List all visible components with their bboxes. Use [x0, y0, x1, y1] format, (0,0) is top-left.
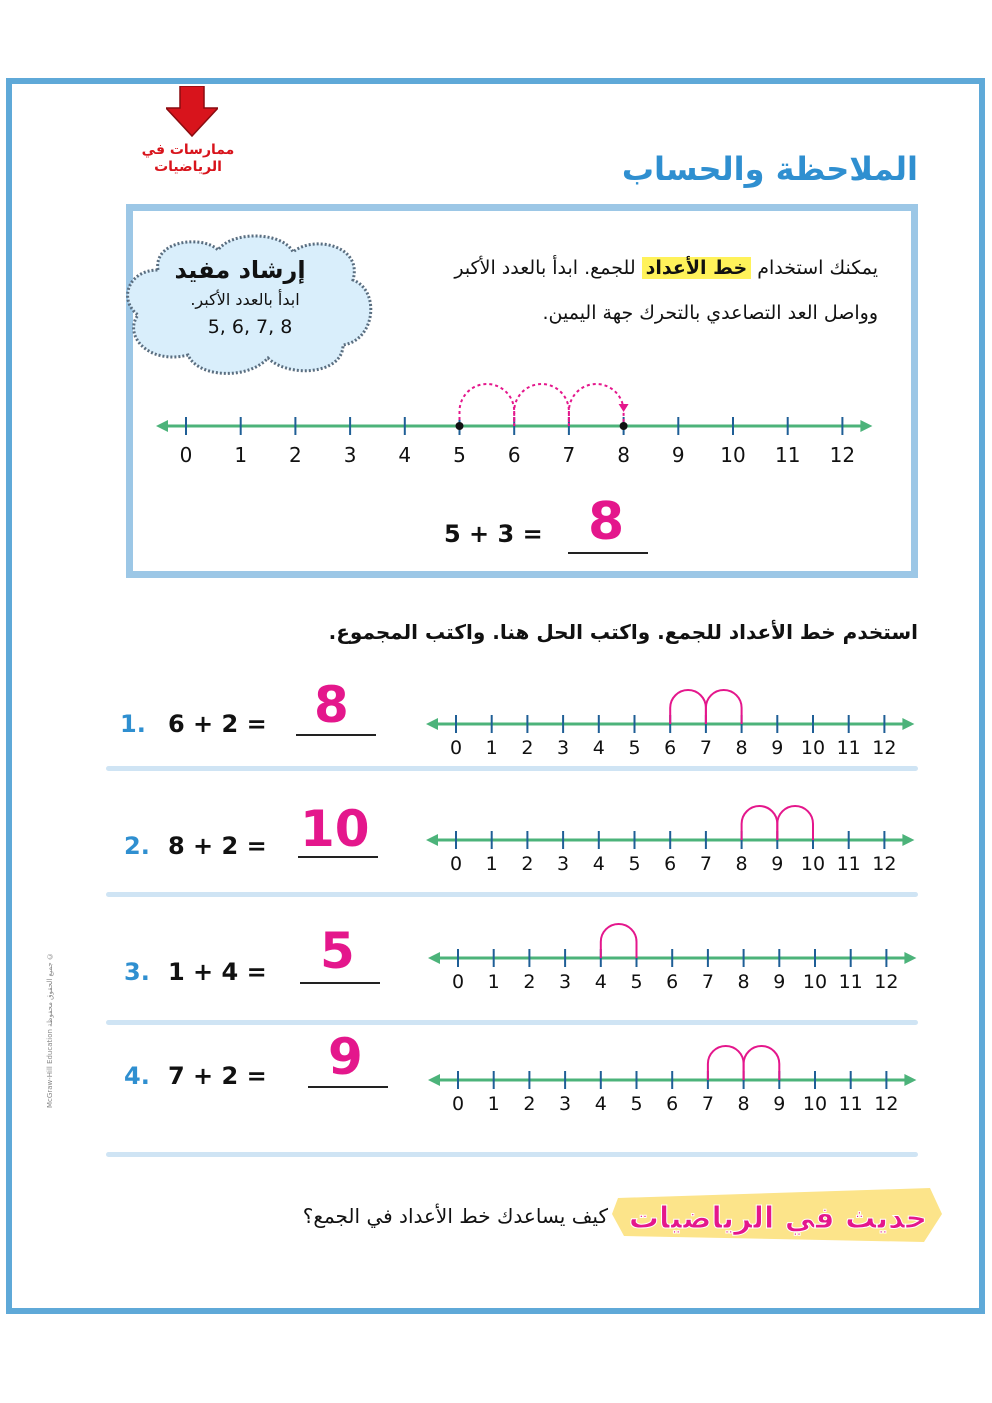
ex4-tick-label-10: 10	[802, 1093, 828, 1115]
example-answer: 8	[588, 492, 625, 552]
ex4-tick-label-8: 8	[737, 1093, 750, 1115]
exercise-2-answer-line	[298, 856, 378, 858]
separator-3	[106, 1020, 918, 1025]
main-tick-label-8: 8	[617, 443, 630, 467]
hint-numbers: 5, 6, 7, 8	[207, 316, 293, 338]
math-talk-question: كيف يساعدك خط الأعداد في الجمع؟	[302, 1204, 608, 1228]
exercise-2-number-line	[426, 796, 916, 886]
intro-text	[400, 246, 878, 336]
separator-1	[106, 766, 918, 771]
math-talk-label: حديث في الرياضيات	[628, 1201, 928, 1236]
exercise-1-equation: 6 + 2 =	[168, 710, 267, 738]
intro-highlight: خط الأعداد	[642, 257, 752, 279]
ex4-jump-1	[708, 1046, 744, 1080]
ex1-tick-label-7: 7	[699, 737, 712, 759]
hint-title: إرشاد مفيد	[174, 256, 306, 284]
separator-4	[106, 1152, 918, 1157]
main-jump-2	[514, 384, 569, 426]
ex2-tick-label-3: 3	[557, 853, 570, 875]
main-tick-label-6: 6	[507, 443, 521, 467]
ex3-right-arrow-icon	[904, 952, 916, 964]
exercise-2-equation: 8 + 2 =	[168, 832, 267, 860]
main-tick-label-12: 12	[829, 443, 856, 467]
ex3-tick-label-11: 11	[838, 971, 863, 993]
ex4-tick-label-3: 3	[559, 1093, 572, 1115]
ex1-tick-label-8: 8	[735, 737, 748, 759]
example-answer-line	[568, 552, 648, 554]
main-end-dot	[620, 422, 628, 430]
ex3-tick-label-6: 6	[666, 971, 679, 993]
exercise-4-number: 4.	[124, 1062, 150, 1090]
ex3-left-arrow-icon	[428, 952, 440, 964]
ex4-right-arrow-icon	[904, 1074, 916, 1086]
instruction-text: استخدم خط الأعداد للجمع. واكتب الحل هنا. واكتب المجموع.	[328, 620, 918, 644]
exercise-1-answer-line	[296, 734, 376, 736]
ex4-tick-label-7: 7	[701, 1093, 714, 1115]
ex3-jump-1	[601, 924, 637, 958]
ex2-left-arrow-icon	[426, 834, 438, 846]
ex1-tick-label-5: 5	[628, 737, 641, 759]
exercise-3-number: 3.	[124, 958, 150, 986]
ex3-tick-label-4: 4	[594, 971, 607, 993]
exercise-3-answer[interactable]: 5	[320, 922, 355, 980]
ex2-jump-2	[777, 806, 813, 840]
ex2-tick-label-11: 11	[836, 853, 861, 875]
main-tick-label-3: 3	[343, 443, 357, 467]
exercise-2-answer[interactable]: 10	[300, 800, 370, 858]
main-tick-label-11: 11	[774, 443, 801, 467]
ex4-jump-2	[744, 1046, 780, 1080]
ex4-left-arrow-icon	[428, 1074, 440, 1086]
main-start-dot	[456, 422, 464, 430]
ex1-tick-label-6: 6	[664, 737, 677, 759]
exercise-3-equation: 1 + 4 =	[168, 958, 267, 986]
ex2-right-arrow-icon	[902, 834, 914, 846]
ex1-tick-label-12: 12	[872, 737, 897, 759]
ex2-tick-label-0: 0	[449, 853, 463, 875]
exercise-4-answer[interactable]: 9	[328, 1028, 363, 1086]
ex3-tick-label-7: 7	[701, 971, 714, 993]
ex3-tick-label-8: 8	[737, 971, 750, 993]
ex1-tick-label-4: 4	[592, 737, 605, 759]
ex3-tick-label-10: 10	[802, 971, 828, 993]
exercise-1-number: 1.	[120, 710, 146, 738]
hint-text: ابدأ بالعدد الأكبر.	[190, 290, 300, 309]
ex1-tick-label-10: 10	[800, 737, 826, 759]
ex1-jump-2	[706, 690, 742, 724]
main-jump-arrowhead-icon	[619, 404, 629, 412]
exercise-4-equation: 7 + 2 =	[168, 1062, 267, 1090]
ex4-tick-label-9: 9	[773, 1093, 786, 1115]
intro-part1: يمكنك استخدام	[757, 257, 878, 279]
intro-part2: للجمع. ابدأ بالعدد الأكبر وواصل العد التصاعدي بالتحرك جهة اليمين.	[454, 257, 878, 324]
ex2-tick-label-2: 2	[521, 853, 534, 875]
copyright-text: McGraw-Hill Education جميع الحقوق محفوظة ©	[46, 952, 54, 1108]
math-talk-banner	[612, 1184, 944, 1246]
main-tick-label-1: 1	[234, 443, 248, 467]
main-jump-1	[460, 384, 515, 426]
main-tick-label-7: 7	[562, 443, 576, 467]
ex3-tick-label-5: 5	[630, 971, 643, 993]
exercise-2-number: 2.	[124, 832, 150, 860]
ex4-tick-label-1: 1	[487, 1093, 500, 1115]
ex1-tick-label-2: 2	[521, 737, 534, 759]
ex2-tick-label-5: 5	[628, 853, 641, 875]
ex1-jump-1	[670, 690, 706, 724]
page-title: الملاحظة والحساب	[621, 150, 918, 188]
down-arrow-icon	[166, 86, 218, 138]
ex1-tick-label-9: 9	[771, 737, 784, 759]
ex2-tick-label-7: 7	[699, 853, 712, 875]
main-jump-3	[569, 384, 624, 426]
ex2-tick-label-10: 10	[800, 853, 826, 875]
exercise-1-number-line	[426, 680, 916, 770]
ex1-tick-label-3: 3	[557, 737, 570, 759]
ex4-tick-label-6: 6	[666, 1093, 679, 1115]
ex4-tick-label-11: 11	[838, 1093, 863, 1115]
main-tick-label-9: 9	[671, 443, 685, 467]
ex3-tick-label-2: 2	[523, 971, 536, 993]
exercise-4-answer-line	[308, 1086, 388, 1088]
main-tick-label-4: 4	[398, 443, 412, 467]
ex4-tick-label-4: 4	[594, 1093, 607, 1115]
number-line-main	[156, 370, 876, 470]
ex3-tick-label-9: 9	[773, 971, 786, 993]
exercise-4-number-line	[428, 1036, 918, 1126]
ex1-tick-label-0: 0	[449, 737, 463, 759]
separator-2	[106, 892, 918, 897]
ex3-tick-label-0: 0	[451, 971, 465, 993]
main-tick-label-5: 5	[453, 443, 466, 467]
ex3-tick-label-1: 1	[487, 971, 500, 993]
example-equation: 5 + 3 =	[444, 520, 543, 548]
ex4-tick-label-12: 12	[874, 1093, 899, 1115]
exercise-3-answer-line	[300, 982, 380, 984]
ex2-tick-label-6: 6	[664, 853, 677, 875]
ex2-tick-label-12: 12	[872, 853, 897, 875]
ex2-tick-label-9: 9	[771, 853, 784, 875]
ex1-right-arrow-icon	[902, 718, 914, 730]
ex1-left-arrow-icon	[426, 718, 438, 730]
ex3-tick-label-12: 12	[874, 971, 899, 993]
ex4-tick-label-2: 2	[523, 1093, 536, 1115]
main-left-arrow-icon	[156, 420, 168, 432]
ex2-tick-label-1: 1	[485, 853, 498, 875]
ex1-tick-label-11: 11	[836, 737, 861, 759]
exercise-1-answer[interactable]: 8	[314, 676, 349, 734]
main-right-arrow-icon	[860, 420, 872, 432]
ex4-tick-label-5: 5	[630, 1093, 643, 1115]
ex2-jump-1	[742, 806, 778, 840]
main-tick-label-10: 10	[720, 443, 746, 467]
exercise-3-number-line	[428, 914, 918, 1004]
main-tick-label-0: 0	[179, 443, 193, 467]
ex2-tick-label-4: 4	[592, 853, 605, 875]
ex3-tick-label-3: 3	[559, 971, 572, 993]
ex4-tick-label-0: 0	[451, 1093, 465, 1115]
ex1-tick-label-1: 1	[485, 737, 498, 759]
ex2-tick-label-8: 8	[735, 853, 748, 875]
main-tick-label-2: 2	[289, 443, 302, 467]
practice-label: ممارسات في الرياضيات	[141, 142, 235, 175]
